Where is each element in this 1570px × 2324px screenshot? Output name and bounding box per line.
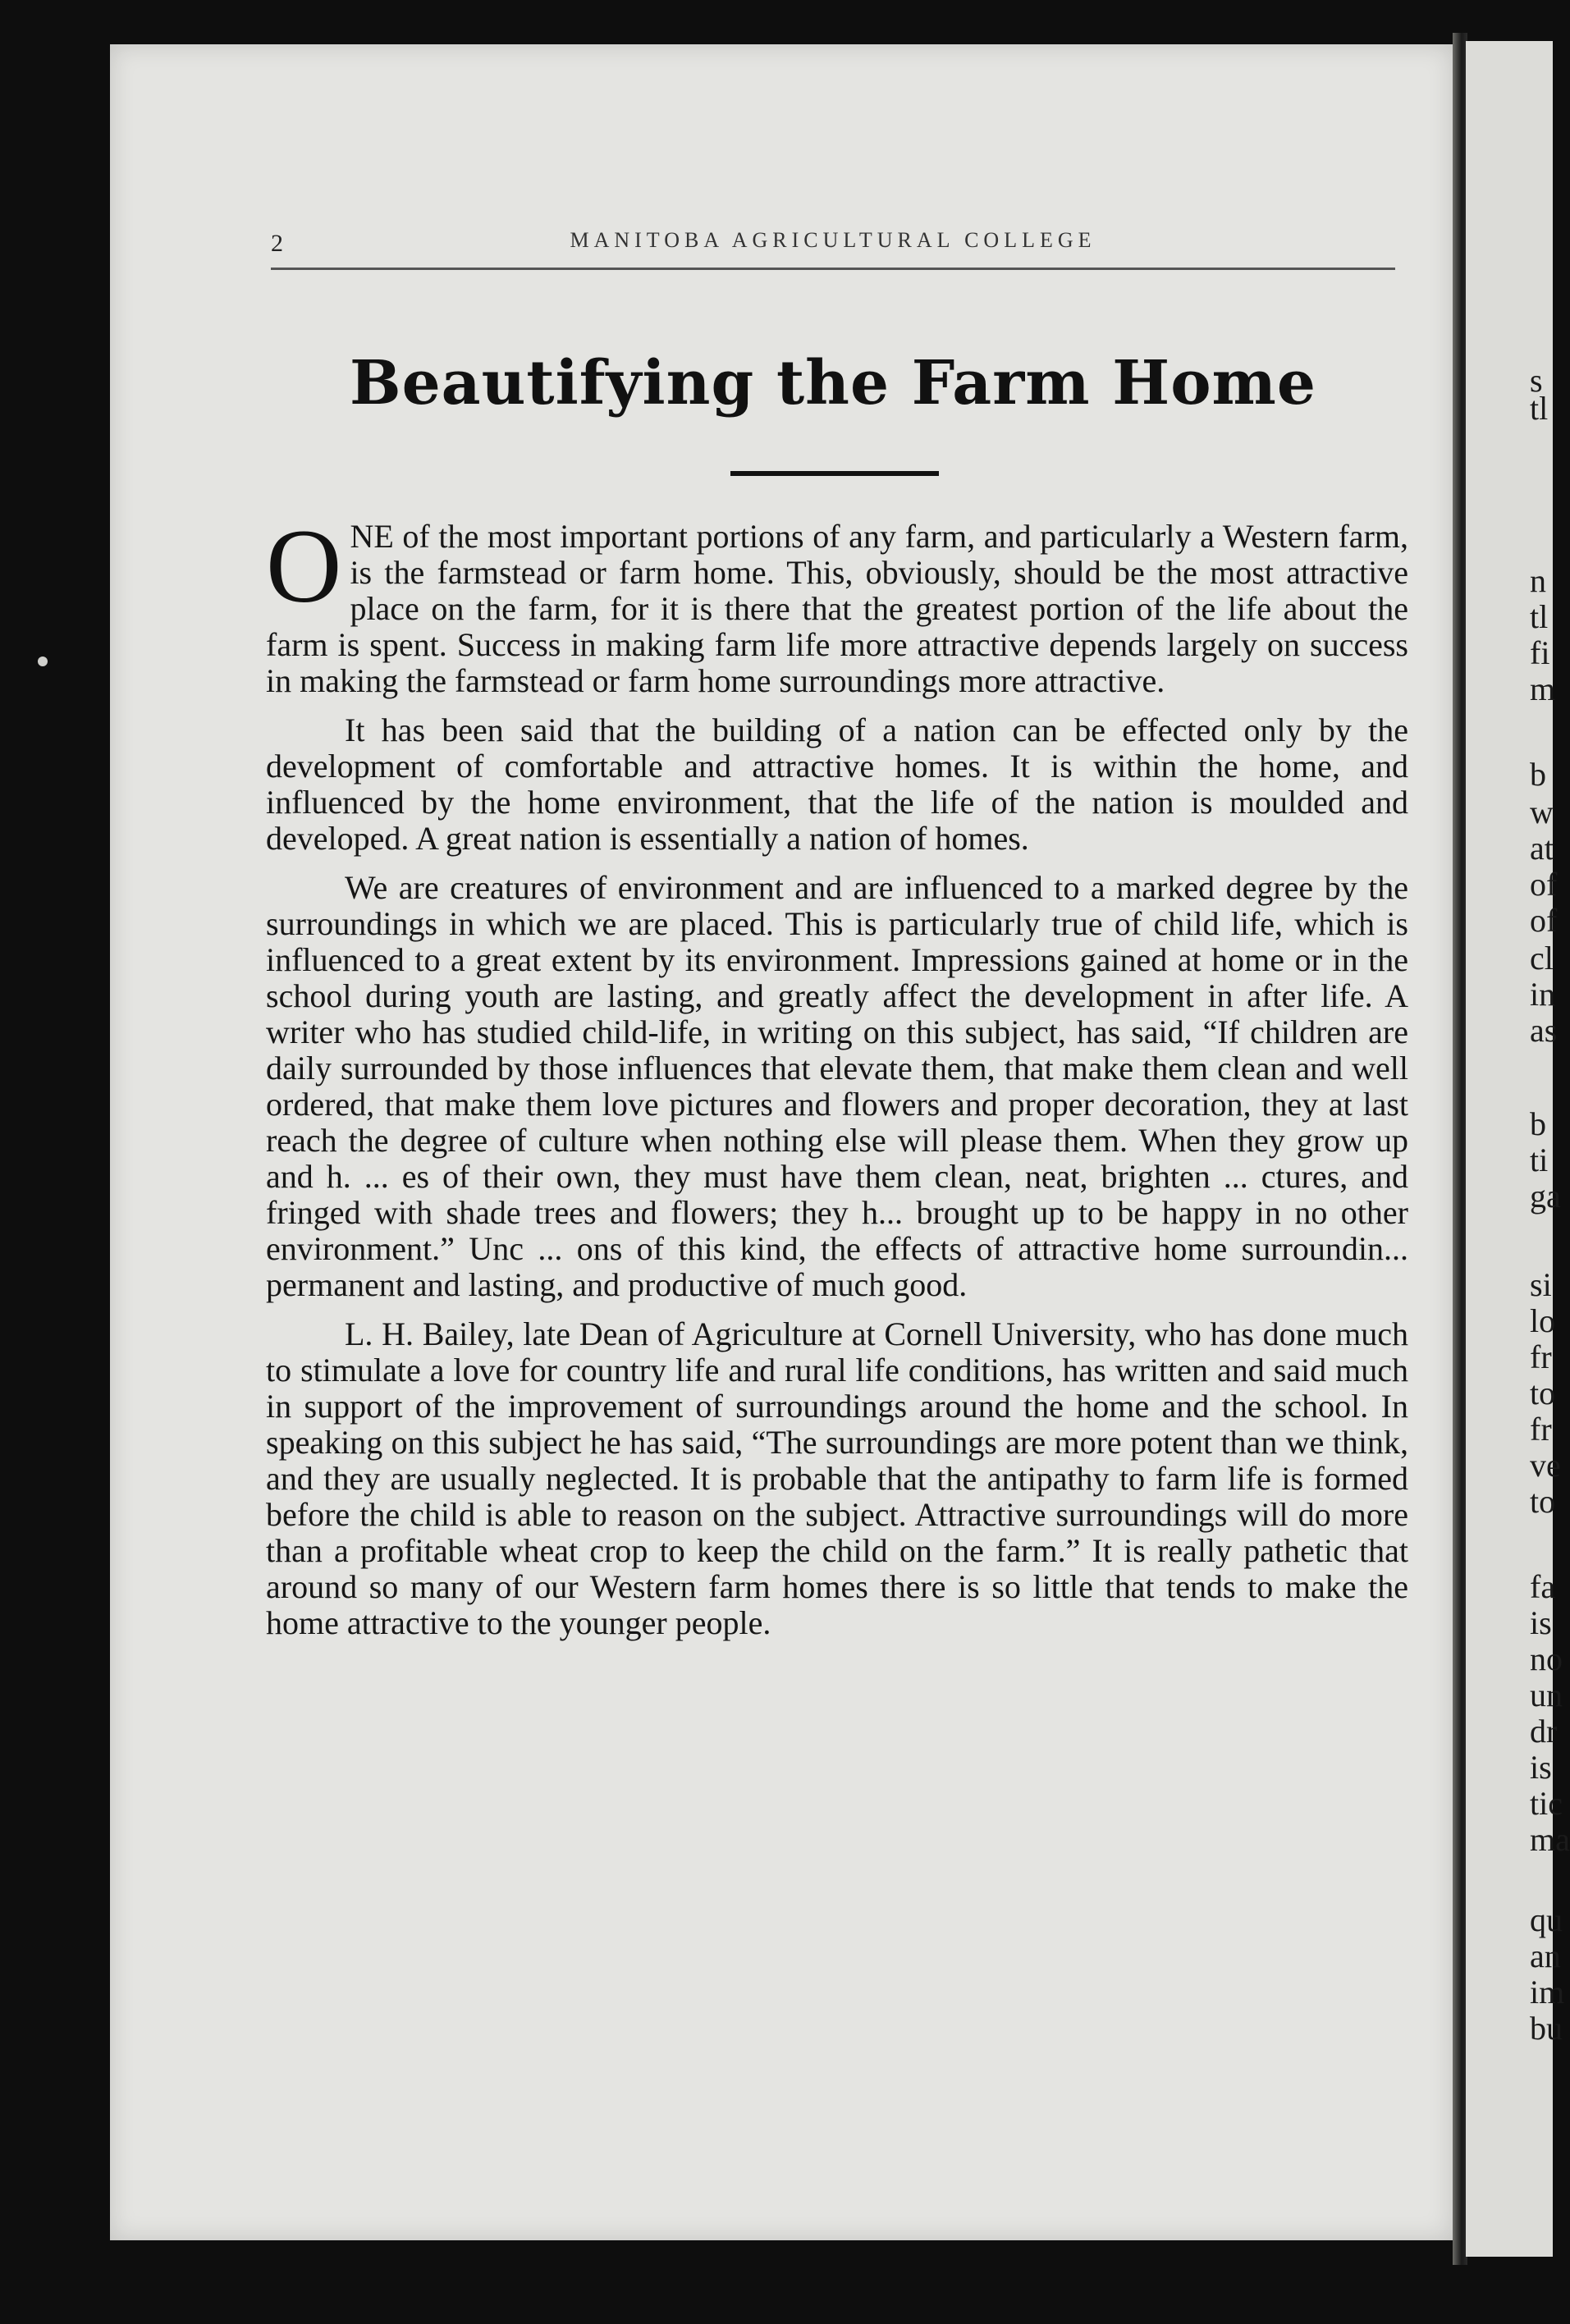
right-page-fragment: dr	[1530, 1713, 1558, 1750]
right-page-fragment: bu	[1530, 2010, 1563, 2047]
right-page-fragment: n	[1530, 562, 1546, 599]
paragraph-1-text: NE of the most important portions of any farm, and particularly a Western farm, is the farmstead or farm home. This, obviously, should be the most attractive place on the farm, for it is there that the greatest portion of the life about the farm is spent. Success in making farm life more attractive depends largely on success in making the farmstead or farm home surroundings more attractive.	[266, 518, 1408, 699]
header-rule	[271, 268, 1395, 270]
right-page-fragment: to	[1530, 1483, 1556, 1520]
right-page-fragment: lo	[1530, 1302, 1556, 1339]
right-page-fragment: at	[1530, 830, 1554, 867]
right-page-fragment: of	[1530, 866, 1558, 903]
right-page-fragment: ga	[1530, 1178, 1561, 1215]
right-page-fragment: s	[1530, 362, 1543, 399]
right-page-fragment: no	[1530, 1640, 1563, 1677]
paragraph-2: It has been said that the building of a nation can be effected only by the development of comfortable and attractive homes. It is within the home, and influenced by the home environment, that the life of the nation is moulded and developed. A great nation is essentially a nation of homes.	[266, 711, 1408, 857]
right-page-fragment: fr	[1530, 1338, 1552, 1375]
right-page-fragment: un	[1530, 1677, 1563, 1713]
running-head: MANITOBA AGRICULTURAL COLLEGE	[570, 228, 1096, 252]
right-page-fragment: tl	[1530, 598, 1549, 635]
right-page-fragment: w	[1530, 794, 1554, 830]
paragraph-1	[266, 508, 1408, 699]
right-page-fragment: m	[1530, 670, 1556, 707]
right-page-fragment: ma	[1530, 1821, 1570, 1858]
drop-cap: O	[266, 508, 342, 624]
right-page-fragment: qu	[1530, 1901, 1563, 1938]
right-page-fragment: fi	[1530, 634, 1550, 671]
right-page-fragment: of	[1530, 902, 1558, 939]
paragraph-4: L. H. Bailey, late Dean of Agriculture at Cornell University, who has done much to stimulate a love for country life and rural life conditions, has written and said much in support of the improvement of surroundings around the home and the school. In speaking on this subject he has said, “The surroundings are more potent than we think, and they are usually neglected. It is probable that the antipathy to farm life is formed before the child is able to reason on the subject. Attractive surroundings will do more than a profitable wheat crop to keep the child on the farm.” It is really pathetic that around so many of our Western farm homes there is so little that tends to make the home attractive to the younger people.	[266, 1315, 1408, 1641]
right-page-fragment: ti	[1530, 1141, 1549, 1178]
right-page-fragment: tl	[1530, 390, 1549, 427]
right-page-fragment: is	[1530, 1604, 1552, 1641]
title-rule	[730, 471, 939, 476]
right-page-fragment: an	[1530, 1937, 1561, 1974]
right-page-fragment: fr	[1530, 1411, 1552, 1448]
page-number: 2	[271, 230, 283, 257]
right-page-fragment: in	[1530, 976, 1556, 1013]
right-page-fragment: tic	[1530, 1785, 1563, 1822]
right-page-fragment: b	[1530, 1105, 1546, 1142]
right-page-fragment: si	[1530, 1266, 1552, 1303]
paragraph-3: We are creatures of environment and are influenced to a marked degree by the surroundings in which we are placed. This is particularly true of child life, which is influenced to a great extent by its environment. Impressions gained at home or in the school during youth are lasting, and greatly affect the development in after life. A writer who has studied child-life, in writing on this subject, has said, “If children are daily surrounded by those influences that elevate them, that make them clean and well ordered, that make them love pictures and flowers and proper decoration, they at last reach the degree of culture when nothing else will please them. When they grow up and h. ... es of their own, they must have them clean, neat, brighten ... ctures, and fringed with shade trees and flowers; they h... brought up to be happy in no other environment.” Unc ... ons of this kind, the effects of attractive home surroundin... permanent and lasting, and productive of much good.	[266, 869, 1408, 1303]
right-page-fragment: cl	[1530, 940, 1554, 977]
right-page-fragment: im	[1530, 1974, 1565, 2011]
scan-speck	[38, 656, 48, 666]
article-body	[266, 508, 1408, 1654]
right-page-fragment: ve	[1530, 1447, 1561, 1484]
right-page-fragment: as	[1530, 1012, 1558, 1049]
article-title: Beautifying the Farm Home	[350, 348, 1316, 419]
right-page-fragment: to	[1530, 1375, 1556, 1411]
right-page-fragment: fa	[1530, 1568, 1556, 1605]
right-page-fragment: b	[1530, 756, 1546, 793]
right-page-fragment: is	[1530, 1749, 1552, 1786]
